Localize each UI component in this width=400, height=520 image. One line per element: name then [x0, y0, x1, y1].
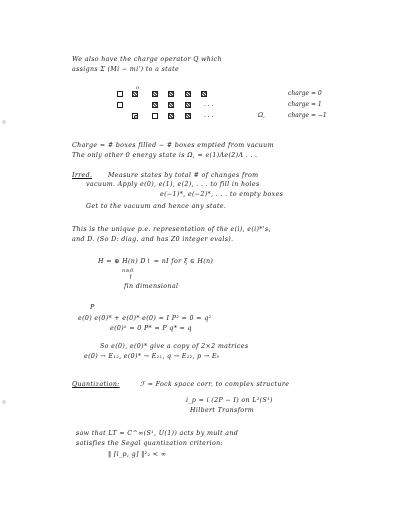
text-line: vacuum. Apply e(0), e(1), e(2), . . . to fill in holes [86, 181, 260, 188]
box-glyph [185, 113, 191, 119]
box-glyph [168, 102, 174, 108]
text-line: Charge = # boxes filled − # boxes emptied from vacuum [72, 142, 274, 149]
ellipsis: . . . [204, 112, 214, 119]
box-glyph [185, 102, 191, 108]
box-glyph [152, 102, 158, 108]
box-glyph [185, 91, 191, 97]
text-line: We also have the charge operator Q which [72, 56, 222, 63]
box-diagram-row [0, 102, 400, 112]
charge-label: charge = 0 [288, 90, 322, 97]
text-line: Get to the vacuum and hence any state. [86, 203, 227, 210]
text-line: The only other 0 energy state is Ω, = e(1)Λe(2)Λ . . . [72, 152, 258, 159]
box-diagram-row [0, 113, 400, 123]
text-line: e(−1)*, e(−2)*, . . . to empty boxes [160, 191, 284, 198]
box-glyph [117, 91, 123, 97]
annotation: fin dimensional [124, 283, 179, 290]
text-line: o [136, 85, 140, 91]
annotation: P [90, 304, 95, 311]
equation-line: ‖ [i_p, g] ‖²₂ < ∞ [108, 451, 167, 458]
charge-label: charge = 1 [288, 101, 322, 108]
box-glyph [152, 91, 158, 97]
box-glyph [168, 91, 174, 97]
section-heading: Irred. [72, 172, 93, 179]
box-diagram-row [0, 91, 400, 101]
ellipsis: . . . [204, 101, 214, 108]
equation-line: e(0)² = 0 P* = P q* = q [110, 325, 192, 332]
text-line: satisfies the Segal quantization criterion: [76, 440, 223, 447]
equation-line: H = ⊕ H(n) D↾ = nI for ξ ∈ H(n) [98, 258, 214, 265]
equation-line: e(0) e(0)* + e(0)* e(0) = I P² = 0 = q² [78, 315, 212, 322]
text-line: and D. (So D: diag. and has Z0 integer evals). [72, 236, 234, 243]
punch-hole [2, 400, 6, 404]
annotation: Hilbert Transform [190, 407, 255, 414]
text-line: Measure states by total # of changes from [108, 172, 259, 179]
arrow-glyph: ↑ [128, 274, 134, 281]
text-line: So e(0), e(0)* give a copy of 2×2 matrices [100, 343, 249, 350]
box-glyph [117, 102, 123, 108]
box-glyph [168, 113, 174, 119]
charge-label: charge = −1 [288, 112, 327, 119]
omega-label: Ω, [258, 112, 265, 119]
text-line: assigns Σ (Mi − mi') to a state [72, 66, 180, 73]
equation-line: i_p = i (2P − I) on L²(S¹) [186, 397, 273, 404]
section-heading: Quantization: [72, 381, 120, 388]
text-line: This is the unique p.e. representation of the e(i), e(i)*'s, [72, 226, 271, 233]
subscript: n≥0 [122, 268, 134, 274]
equation-line: e(0) → E₁₂, e(0)* → E₂₁, q → E₂₂, p → E₀ [84, 353, 220, 360]
box-glyph [201, 91, 207, 97]
box-glyph [132, 91, 138, 97]
box-glyph [132, 113, 138, 119]
text-line: saw that LT = C^∞(S¹, U(1)) acts by mult and [76, 430, 239, 437]
box-glyph [152, 113, 158, 119]
text-line: ℱ = Fock space corr. to complex structure [140, 381, 290, 388]
